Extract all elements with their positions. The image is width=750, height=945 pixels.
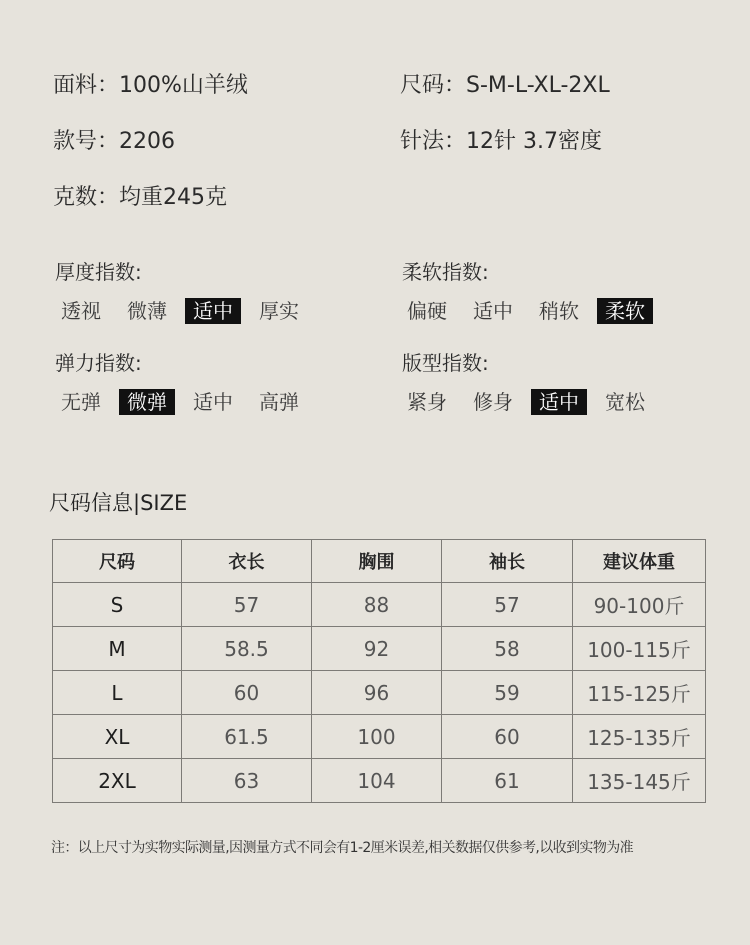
table-row [53, 715, 706, 759]
table-row [53, 759, 706, 803]
elasticity-option: 微弹 [119, 389, 175, 415]
cell-length: 61.5 [182, 715, 312, 759]
fit-option: 修身 [473, 390, 513, 414]
spec-weight: 克数：均重245克 [53, 185, 227, 210]
header-length: 衣长 [182, 540, 312, 583]
cell-length: 60 [182, 671, 312, 715]
cell-length: 57 [182, 583, 312, 627]
elasticity-index-title: 弹力指数: [55, 351, 142, 375]
thickness-index-title: 厚度指数: [55, 260, 142, 284]
size-table [52, 539, 706, 803]
cell-sleeve: 59 [442, 671, 573, 715]
cell-weight: 115-125斤 [573, 671, 706, 715]
thickness-option: 微薄 [127, 299, 167, 323]
softness-option: 偏硬 [407, 299, 447, 323]
fit-index-title: 版型指数: [402, 351, 489, 375]
thickness-index-scale [53, 298, 317, 324]
size-section-title: 尺码信息|SIZE [49, 491, 188, 515]
elasticity-option: 高弹 [259, 390, 299, 414]
softness-option: 柔软 [597, 298, 653, 324]
cell-size: S [53, 583, 182, 627]
header-weight: 建议体重 [573, 540, 706, 583]
table-row [53, 627, 706, 671]
cell-sleeve: 57 [442, 583, 573, 627]
header-size: 尺码 [53, 540, 182, 583]
elasticity-option: 适中 [193, 390, 233, 414]
header-chest: 胸围 [312, 540, 442, 583]
cell-size: M [53, 627, 182, 671]
softness-option: 稍软 [539, 299, 579, 323]
cell-size: L [53, 671, 182, 715]
thickness-option: 适中 [185, 298, 241, 324]
spec-style-no: 款号：2206 [53, 129, 175, 154]
softness-index-scale [399, 298, 663, 324]
cell-length: 63 [182, 759, 312, 803]
cell-weight: 125-135斤 [573, 715, 706, 759]
fit-option: 紧身 [407, 390, 447, 414]
elasticity-index-scale [53, 389, 317, 415]
softness-index-title: 柔软指数: [402, 260, 489, 284]
header-sleeve: 袖长 [442, 540, 573, 583]
measurement-note: 注：以上尺寸为实物实际测量,因测量方式不同会有1-2厘米误差,相关数据仅供参考,以收到实物为准 [51, 840, 634, 856]
size-table-header-row [53, 540, 706, 583]
cell-chest: 96 [312, 671, 442, 715]
cell-sleeve: 58 [442, 627, 573, 671]
cell-chest: 104 [312, 759, 442, 803]
cell-chest: 92 [312, 627, 442, 671]
spec-size-range: 尺码：S-M-L-XL-2XL [400, 73, 610, 98]
cell-size: 2XL [53, 759, 182, 803]
cell-sleeve: 60 [442, 715, 573, 759]
spec-material: 面料：100%山羊绒 [53, 73, 248, 98]
cell-weight: 90-100斤 [573, 583, 706, 627]
thickness-option: 透视 [61, 299, 101, 323]
fit-option: 宽松 [605, 390, 645, 414]
cell-sleeve: 61 [442, 759, 573, 803]
cell-chest: 100 [312, 715, 442, 759]
cell-weight: 100-115斤 [573, 627, 706, 671]
cell-size: XL [53, 715, 182, 759]
cell-weight: 135-145斤 [573, 759, 706, 803]
thickness-option: 厚实 [259, 299, 299, 323]
cell-length: 58.5 [182, 627, 312, 671]
table-row [53, 583, 706, 627]
fit-option: 适中 [531, 389, 587, 415]
softness-option: 适中 [473, 299, 513, 323]
spec-knit: 针法：12针 3.7密度 [400, 129, 602, 154]
fit-index-scale [399, 389, 663, 415]
cell-chest: 88 [312, 583, 442, 627]
elasticity-option: 无弹 [61, 390, 101, 414]
table-row [53, 671, 706, 715]
